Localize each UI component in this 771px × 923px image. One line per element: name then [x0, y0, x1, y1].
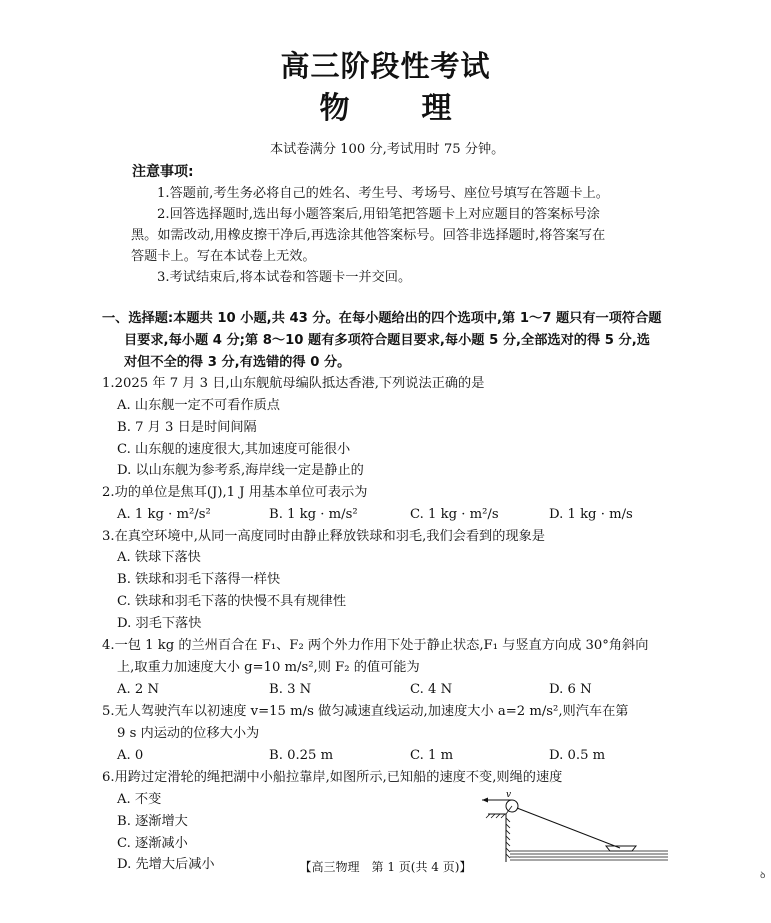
- option: D. 1 kg · m/s: [549, 507, 633, 522]
- question-stem: 9 s 内运动的位移大小为: [117, 726, 260, 741]
- notice-line: 黑。如需改动,用橡皮擦干净后,再选涂其他答案标号。回答非选择题时,将答案写在: [131, 228, 606, 243]
- option: D. 羽毛下落快: [117, 616, 202, 631]
- question-stem: 2.功的单位是焦耳(J),1 J 用基本单位可表示为: [102, 485, 368, 500]
- section-heading: 目要求,每小题 4 分;第 8～10 题有多项符合题目要求,每小题 5 分,全部选对的得 5 分,选: [124, 333, 650, 348]
- section-heading: 一、选择题:本题共 10 小题,共 43 分。在每小题给出的四个选项中,第 1～7 题只有一项符合题: [102, 311, 662, 326]
- subject-char-1: 物: [319, 91, 350, 126]
- subject-title: [0, 83, 771, 127]
- subject-char-2: 理: [421, 91, 452, 126]
- option: B. 铁球和羽毛下落得一样快: [117, 572, 281, 587]
- question-stem: 4.一包 1 kg 的兰州百合在 F₁、F₂ 两个外力作用下处于静止状态,F₁ 与竖直方向成 30°角斜向: [102, 638, 649, 653]
- notice-line: 1.答题前,考生务必将自己的姓名、考生号、考场号、座位号填写在答题卡上。: [157, 186, 609, 201]
- option: B. 3 N: [269, 682, 312, 697]
- velocity-label: v: [506, 790, 512, 800]
- option: D. 6 N: [549, 682, 592, 697]
- question-stem: 上,取重力加速度大小 g=10 m/s²,则 F₂ 的值可能为: [117, 660, 420, 675]
- question-stem: 3.在真空环境中,从同一高度同时由静止释放铁球和羽毛,我们会看到的现象是: [102, 529, 545, 544]
- option: A. 2 N: [117, 682, 160, 697]
- question-stem: 1.2025 年 7 月 3 日,山东舰航母编队抵达香港,下列说法正确的是: [102, 376, 485, 391]
- option: D. 先增大后减小: [117, 857, 215, 872]
- option: C. 逐渐减小: [117, 836, 188, 851]
- option: C. 铁球和羽毛下落的快慢不具有规律性: [117, 594, 347, 609]
- option: C. 1 kg · m²/s: [410, 507, 499, 522]
- option: B. 0.25 m: [269, 748, 334, 763]
- page-footer: 【高三物理 第 1 页(共 4 页)】: [299, 860, 472, 874]
- corner-mark: ꝺ: [760, 871, 766, 881]
- option: A. 山东舰一定不可看作质点: [117, 398, 280, 413]
- option: A. 0: [117, 748, 144, 763]
- notice-line: 答题卡上。写在本试卷上无效。: [131, 249, 316, 264]
- option: B. 逐渐增大: [117, 814, 188, 829]
- notice-line: 3.考试结束后,将本试卷和答题卡一并交回。: [157, 270, 412, 285]
- option: A. 铁球下落快: [117, 550, 201, 565]
- question-stem: 5.无人驾驶汽车以初速度 v=15 m/s 做匀减速直线运动,加速度大小 a=2 m/s²,则汽车在第: [102, 704, 629, 719]
- option: B. 7 月 3 日是时间间隔: [117, 420, 257, 435]
- option: B. 1 kg · m/s²: [269, 507, 358, 522]
- notice-line: 2.回答选择题时,选出每小题答案后,用铅笔把答题卡上对应题目的答案标号涂: [157, 207, 600, 222]
- option: A. 1 kg · m²/s²: [117, 507, 211, 522]
- option: C. 4 N: [410, 682, 453, 697]
- option: D. 以山东舰为参考系,海岸线一定是静止的: [117, 463, 364, 478]
- option: C. 1 m: [410, 748, 454, 763]
- question-stem: 6.用跨过定滑轮的绳把湖中小船拉靠岸,如图所示,已知船的速度不变,则绳的速度: [102, 770, 563, 785]
- option: D. 0.5 m: [549, 748, 606, 763]
- option: A. 不变: [117, 792, 162, 807]
- pulley-boat-diagram: [478, 788, 673, 868]
- exam-intro: 本试卷满分 100 分,考试用时 75 分钟。: [270, 142, 505, 157]
- section-heading: 对但不全的得 3 分,有选错的得 0 分。: [124, 355, 351, 370]
- exam-title: 高三阶段性考试: [280, 49, 491, 83]
- notice-label: 注意事项:: [132, 164, 194, 180]
- option: C. 山东舰的速度很大,其加速度可能很小: [117, 442, 351, 457]
